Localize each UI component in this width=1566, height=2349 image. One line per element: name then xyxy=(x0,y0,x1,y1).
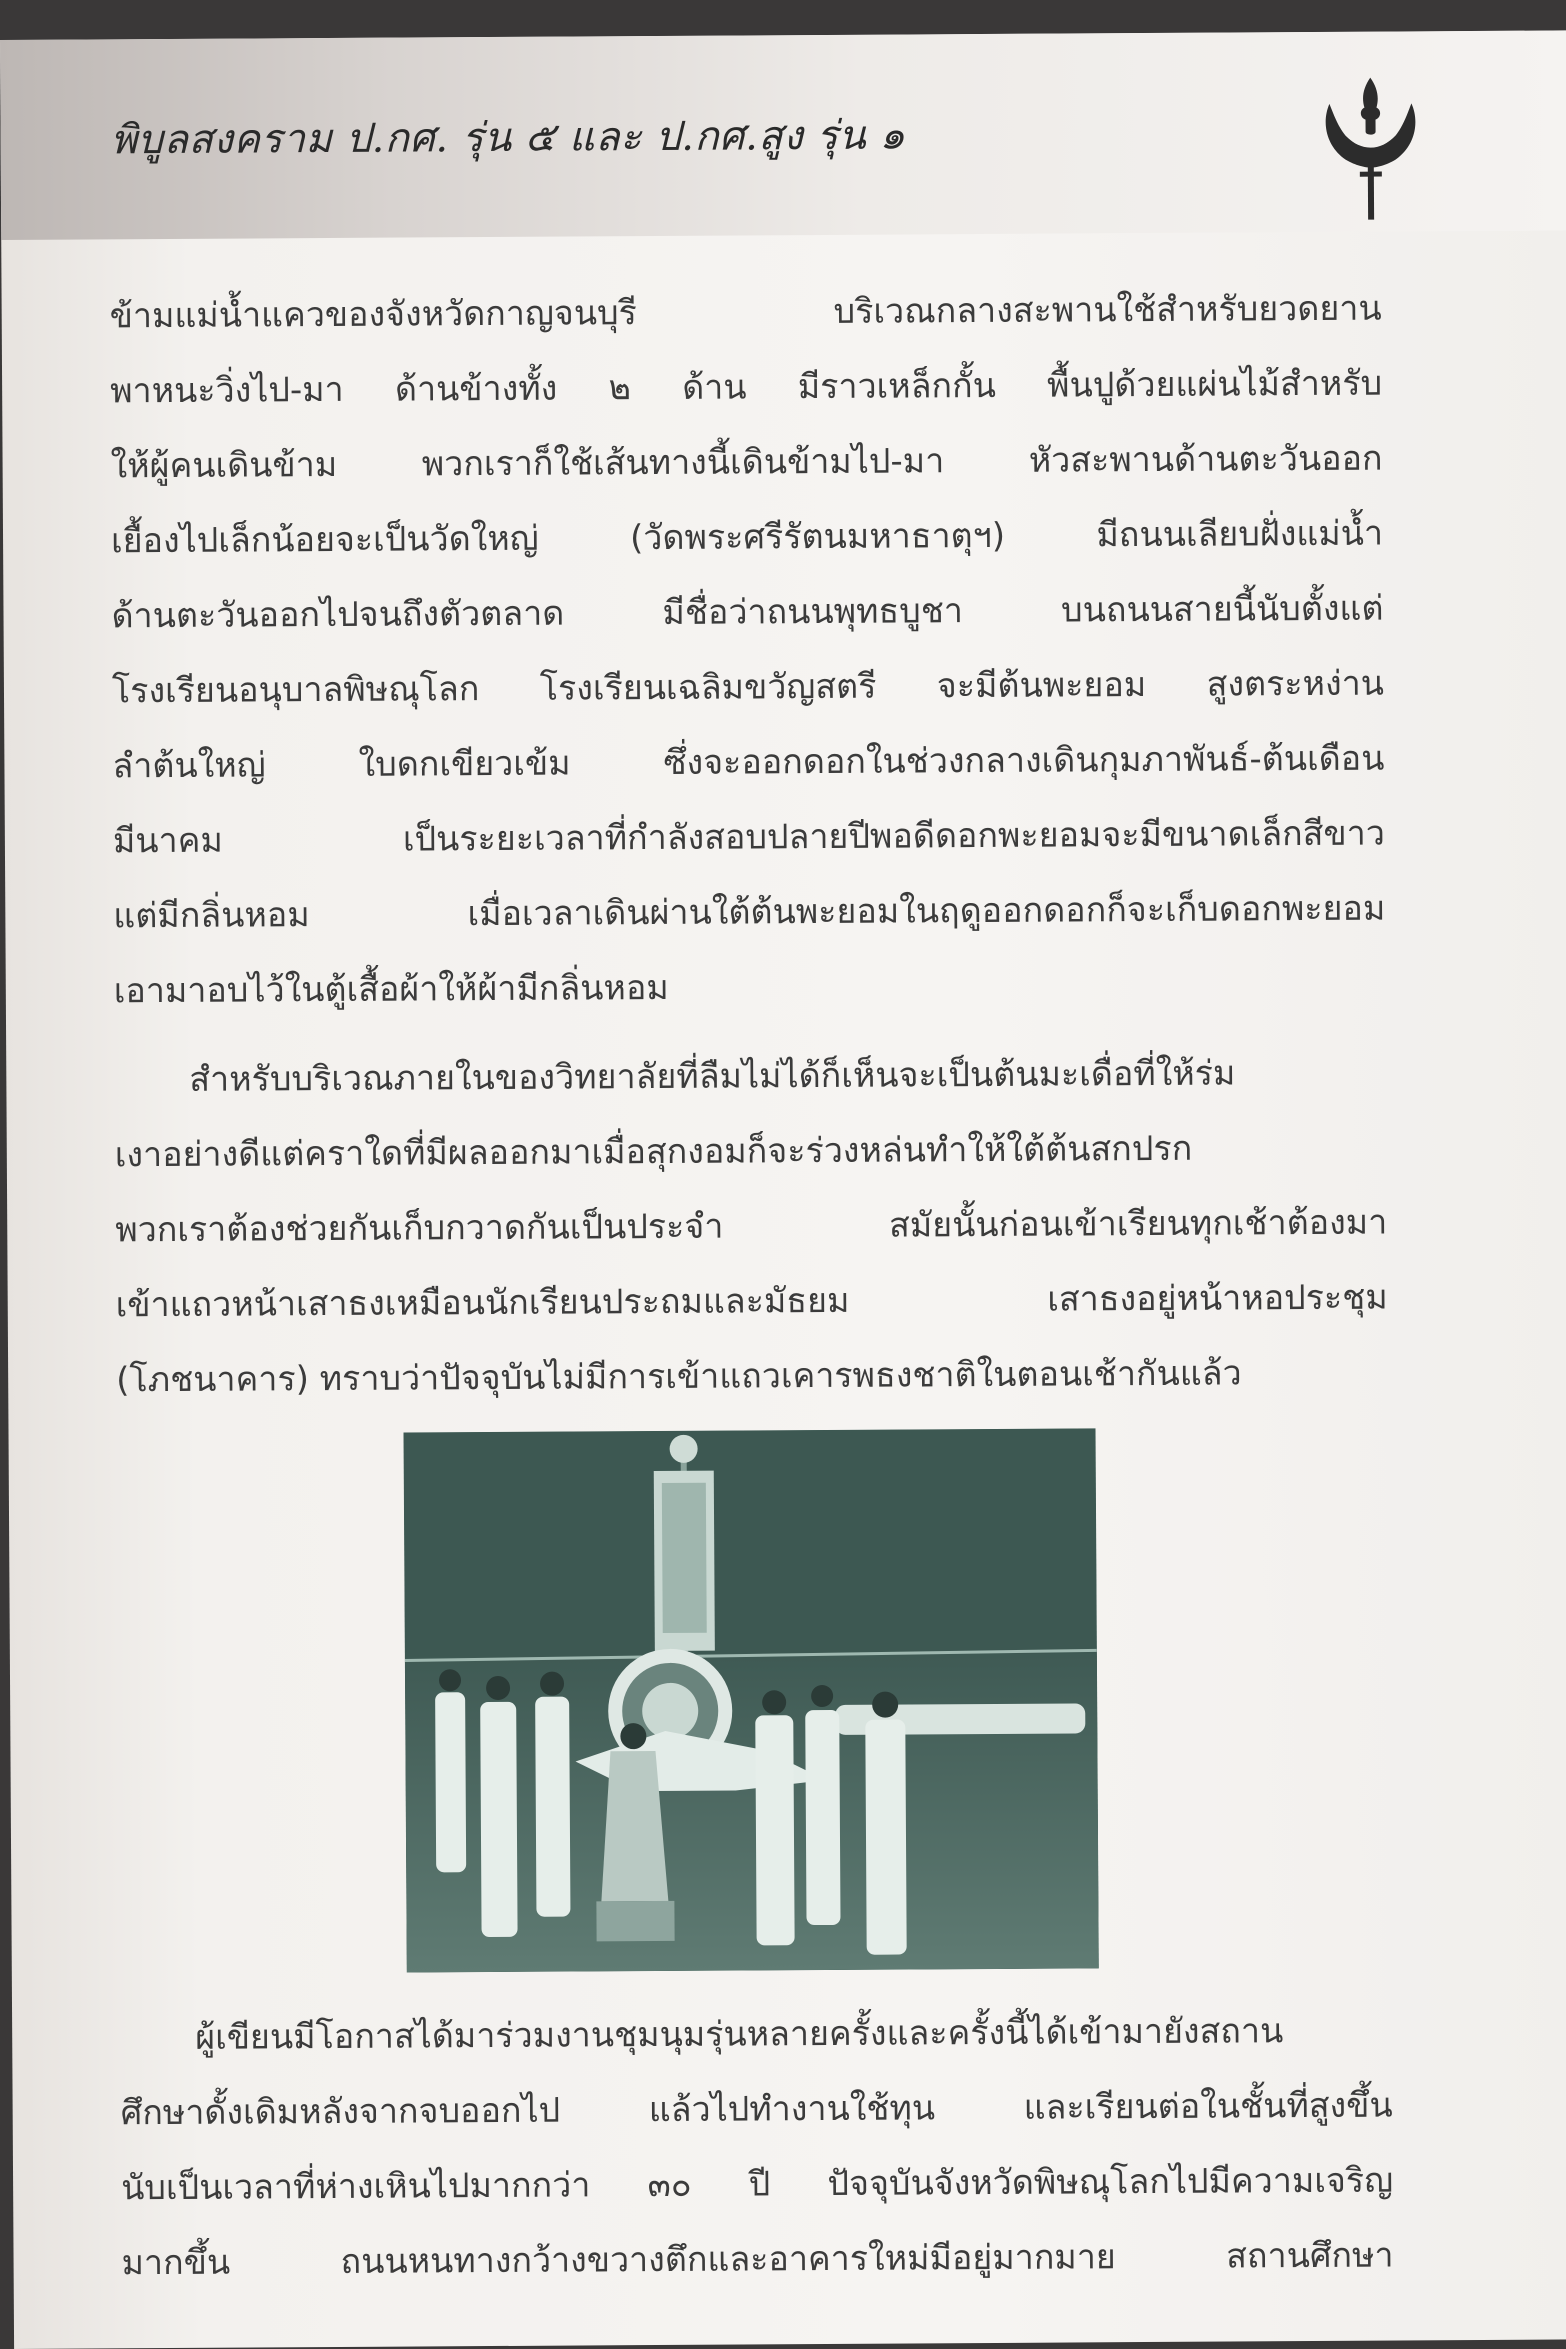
text-line: นับเป็นเวลาที่ห่างเหินไปมากกว่า ๓๐ ปี ปัจจุบันจังหวัดพิษณุโลกไปมีความเจริญ xyxy=(121,2160,1394,2209)
text-line: แต่มีกลิ่นหอม เมื่อเวลาเดินผ่านใต้ต้นพะยอมในฤดูออกดอกก็จะเก็บดอกพะยอม xyxy=(113,888,1386,937)
text-line: เอามาอบไว้ในตู้เสื้อผ้าให้ผ้ามีกลิ่นหอม xyxy=(113,967,669,1012)
text-line: พาหนะวิ่งไป-มา ด้านข้างทั้ง ๒ ด้าน มีราวเหล็กกั้น พื้นปูด้วยแผ่นไม้สำหรับ xyxy=(110,363,1383,412)
text-line: (โภชนาคาร) ทราบว่าปัจจุบันไม่มีการเข้าแถวเคารพธงชาติในตอนเช้ากันแล้ว xyxy=(116,1353,1242,1401)
text-line: มากขึ้น ถนนหนทางกว้างขวางตึกและอาคารใหม่มีอยู่มากมาย สถานศึกษา xyxy=(121,2235,1394,2284)
text-line: สำหรับบริเวณภายในของวิทยาลัยที่ลืมไม่ได้ก็เห็นจะเป็นต้นมะเดื่อที่ให้ร่ม xyxy=(189,1053,1236,1100)
text-line: ศึกษาดั้งเดิมหลังจากจบออกไป แล้วไปทำงานใช้ทุน และเรียนต่อในชั้นที่สูงขึ้น xyxy=(120,2085,1393,2134)
college-emblem-icon xyxy=(1315,73,1426,224)
text-line: ด้านตะวันออกไปจนถึงตัวตลาด มีชื่อว่าถนนพุทธบูชา บนถนนสายนี้นับตั้งแต่ xyxy=(111,588,1384,637)
text-line: ผู้เขียนมีโอกาสได้มาร่วมงานชุมนุมรุ่นหลายครั้งและครั้งนี้ได้เข้ามายังสถาน xyxy=(195,2011,1284,2058)
text-line: เข้าแถวหน้าเสาธงเหมือนนักเรียนประถมและมัธยม เสาธงอยู่หน้าหอประชุม xyxy=(115,1277,1388,1326)
procession-photo-illustration xyxy=(404,1428,1099,1972)
text-line: ข้ามแม่น้ำแควของจังหวัดกาญจนบุรี บริเวณกลางสะพานใช้สำหรับยวดยาน xyxy=(109,288,1382,337)
procession-photo xyxy=(404,1428,1099,1972)
text-line: โรงเรียนอนุบาลพิษณุโลก โรงเรียนเฉลิมขวัญสตรี จะมีต้นพะยอม สูงตระหง่าน xyxy=(111,663,1385,712)
running-head: พิบูลสงคราม ป.กศ. รุ่น ๕ และ ป.กศ.สูง รุ่น ๑ xyxy=(110,112,906,164)
paragraph-3 xyxy=(120,1994,1394,2302)
text-line: เยื้องไปเล็กน้อยจะเป็นวัดใหญ่ (วัดพระศรีรัตนมหาธาตุฯ) มีถนนเลียบฝั่งแม่น้ำ xyxy=(110,513,1384,562)
text-line: เงาอย่างดีแต่คราใดที่มีผลออกมาเมื่อสุกงอมก็จะร่วงหล่นทำให้ใต้ต้นสกปรก xyxy=(114,1128,1193,1176)
paragraph-1 xyxy=(109,272,1386,1030)
text-line: มีนาคม เป็นระยะเวลาที่กำลังสอบปลายปีพอดีดอกพะยอมจะมีขนาดเล็กสีขาว xyxy=(112,813,1385,862)
paragraph-2 xyxy=(114,1036,1388,1419)
text-line: ให้ผู้คนเดินข้าม พวกเราก็ใช้เส้นทางนี้เดินข้ามไป-มา หัวสะพานด้านตะวันออก xyxy=(110,438,1383,487)
text-line: ลำต้นใหญ่ ใบดกเขียวเข้ม ซึ่งจะออกดอกในช่วงกลางเดินกุมภาพันธ์-ต้นเดือน xyxy=(112,738,1385,787)
book-page xyxy=(0,30,1566,2349)
text-line: พวกเราต้องช่วยกันเก็บกวาดกันเป็นประจำ สมัยนั้นก่อนเข้าเรียนทุกเช้าต้องมา xyxy=(115,1202,1388,1251)
